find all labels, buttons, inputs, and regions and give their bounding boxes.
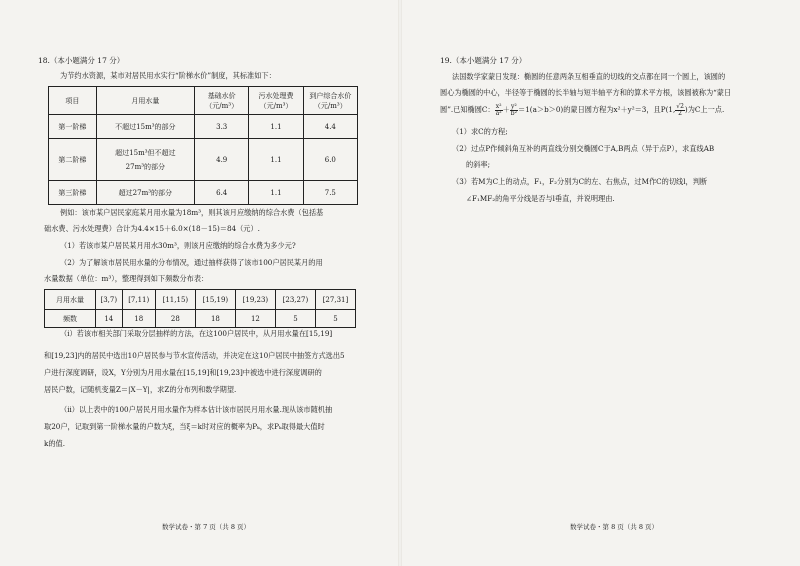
q19-part-1: （1）求C的方程; bbox=[452, 127, 508, 136]
example-line-1: 例如：该市某户居民家庭某月用水量为18m³，则其该月应缴纳的综合水费（包括基 bbox=[60, 208, 324, 217]
table-row: 第三阶梯 超过27m³的部分 6.4 1.1 7.5 bbox=[49, 181, 358, 205]
header-item: 项目 bbox=[49, 87, 97, 115]
part-2-line-1: （2）为了解该市居民用水量的分布情况，通过抽样获得了该市100户居民某月的用 bbox=[60, 258, 323, 267]
part-ii-line-1: （ii）以上表中的100户居民月用水量作为样本估计该市居民月用水量.现从该市随机抽 bbox=[60, 405, 333, 414]
table-row: 月用水量 [3,7) [7,11) [11,15) [15,19) [19,23) [23,27) [27,31] bbox=[45, 290, 356, 310]
x-fraction: $\frac{\text{x²}}{\text{a²}}$ bbox=[495, 102, 502, 117]
part-i-line-2: 和[19,23]内的居民中选出10户居民参与节水宣传活动，并决定在这10户居民中抽签方式选出5 bbox=[44, 351, 345, 360]
y-fraction: $\frac{\text{y²}}{\text{b²}}$ bbox=[510, 102, 518, 117]
part-2-line-2: 水量数据（单位：m³），整理得到如下频数分布表： bbox=[44, 274, 209, 283]
part-i-line-4: 居民户数，记随机变量Z＝|X－Y|，求Z的分布列和数学期望. bbox=[44, 385, 237, 394]
page-footer-8: 数学试卷・第 8 页（共 8 页） bbox=[570, 523, 659, 531]
frequency-table bbox=[44, 289, 356, 328]
q19-line-1: 法国数学家蒙日发现：椭圆的任意两条互相垂直的切线的交点都在同一个圆上，该圆的 bbox=[452, 72, 726, 81]
header-total-price: 到户综合水价 （元/m³） bbox=[303, 87, 357, 115]
q18-intro: 为节约水资源，某市对居民用水实行“阶梯水价”制度，其标准如下： bbox=[60, 71, 276, 80]
table-row: 频数 14 18 28 18 12 5 5 bbox=[45, 310, 356, 328]
part-ii-line-3: k的值. bbox=[44, 439, 66, 448]
part-1: （1）若该市某户居民某月用水30m³，则该月应缴纳的综合水费为多少元? bbox=[60, 241, 296, 250]
q19-line-3: 圆”.已知椭圆C： $\frac{\text{x²}}{\text{a²}}$ ＋ $\frac{\text{y²}}{\text{b²}}$ ＝1(a＞b＞0)的蒙日圆方程为x²＋y²＝3，且P(1, $\frac{√2}{2}$ )为C上一点. bbox=[440, 102, 725, 117]
example-line-2: 础水费、污水处理费）合计为4.4×15＋6.0×(18－15)＝84（元）. bbox=[44, 224, 260, 233]
right-page bbox=[400, 0, 800, 566]
header-base-price: 基础水价 （元/m³） bbox=[195, 87, 249, 115]
question-19-title: 19.（本小题满分 17 分） bbox=[440, 56, 527, 65]
part-i-line-1: （i）若该市相关部门采取分层抽样的方法，在这100户居民中，从月用水量在[15,19] bbox=[60, 329, 333, 338]
price-table bbox=[48, 86, 358, 205]
q19-part-2-line-1: （2）过点P作倾斜角互补的两直线分别交椭圆C于A,B两点（异于点P），求直线AB bbox=[452, 144, 715, 153]
page-footer-7: 数学试卷・第 7 页（共 8 页） bbox=[162, 523, 251, 531]
header-volume: 月用水量 bbox=[96, 87, 194, 115]
part-ii-line-2: 取20户，记取到第一阶梯水量的户数为ξ，当ξ＝k时对应的概率为Pₖ，求Pₖ取得最大值时 bbox=[44, 422, 325, 431]
header-sewage-fee: 污水处理费 （元/m³） bbox=[249, 87, 303, 115]
question-18-title: 18.（本小题满分 17 分） bbox=[38, 56, 125, 65]
table-row: 第二阶梯 超过15m³但不超过 27m³的部分 4.9 1.1 6.0 bbox=[49, 139, 358, 181]
table-row: 第一阶梯 不超过15m³的部分 3.3 1.1 4.4 bbox=[49, 115, 358, 139]
q19-part-2-line-2: 的斜率; bbox=[466, 160, 490, 169]
q19-part-3-line-1: （3）若M为C上的动点，F₁，F₂分别为C的左、右焦点，过M作C的切线l，判断 bbox=[452, 177, 708, 186]
sqrt2-fraction: $\frac{√2}{2}$ bbox=[676, 102, 684, 117]
q19-line-2: 圆心为椭圆的中心，半径等于椭圆的长半轴与短半轴平方和的算术平方根，该圆被称为“蒙日 bbox=[440, 88, 732, 97]
part-i-line-3: 户进行深度调研，设X，Y分别为月用水量在[15,19]和[19,23]中被选中进行深度调研的 bbox=[44, 368, 322, 377]
q19-part-3-line-2: ∠F₁MF₂的角平分线是否与l垂直，并说明理由. bbox=[466, 194, 615, 203]
